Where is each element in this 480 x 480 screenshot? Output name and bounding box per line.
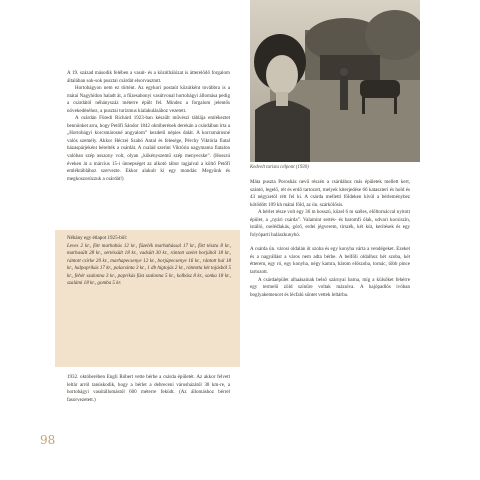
price-list-title: Néhány egy étlapot 1925-ből: (67, 235, 128, 241)
historical-photo (250, 0, 420, 162)
price-list-body: Leves 2 kr., fött marhahús 12 kr., füzelék marhahússal 17 kr., fött tészta 8 kr., marhasült 28 kr., sertéssült 18 kr., vadsült 30 kr., rántott szelet borjúhól 18 kr., rántott csirke 20 kr., marhapecsenye 12 kr., borjúpecsenye 16 kr., rántott hal 18 kr., halpaprikás 17 kr., palacsinta 3 kr., 1 db hígtojás 2 kr., rántotta két tojásból 5 kr., fehér szalonna 3 kr., paprikás füst szalonna 5 kr., kolbász 8 kr., sonka 18 kr., szalámi 18 kr., gomba 5 kr. (67, 242, 231, 287)
right-column (250, 179, 410, 299)
paragraph: A bérlet része volt egy 36 m hosszú, közel 6 m széles, előltornáccal nyitott épület, a „nyári csárda”. Valamint sertés- és baromfi ólak, udvari kocsiszín, istálló, cselédlakás, górő, erdei jégverem, tírszék, két kút, kerítések és egy folyóparti halászkunyhó. (250, 209, 410, 238)
paragraph: A csárdaépület alhaásainak belső szárnyai barna, míg a külsőket fehérre egy termelő zöld színűre voltak mázolva. A hajópadlós ivóban boglyakemencet és lécfalú söntet vettek leltárba. (250, 276, 410, 298)
paragraph: Máta puszta Porosház nevű részén a csárdához más épületek mellett kert, szántó, legelő, rét és erdő tartozott, melyek kiterjedése 66 kataszteri és hold és 43 négyzetöl rétt fel ki. A csárda melletti földeken kívül a bérleménybez kötődött 109 kh mátai föld, az ún. szárkölősis. (250, 179, 410, 208)
paragraph: A 19. század második felében a vasút- és a közúthálózat is átterelődő forgalom általában sok-sok pusztai csárdát elsorvasztott. (67, 70, 230, 84)
paragraph: A csárdán Füredi Richárd 1923-ban készült művészi táblája emlékeztet bennünket arra, hogy Petőfi Sándor 1842 októberének derekán a csárdában írta a „Hortobágyi korcsmárosné angyalom” kezdetű népies dalát. A korcsmárosné valós személy. Akkor Héczei Szabó Antal és felesége, Pérchy Viktória fiatal házaspárjeként bérelték a csárdát. A család szerint Viktória nagymama fiatalon valóban szép asszony volt, olyan „kökényszemű szép menyecske”. (Hosszú éveken át a március 15-i ünnepséget az alkotó tábor tagjaival a költő Petőfi emléktáblához szervezte. Ekkor alakult ki egy mondás: Megyünk és megkoszorúzzuk a csárdát!) (67, 115, 230, 182)
photo-caption: Kedvelt turista célpont (1930) (250, 165, 309, 170)
paragraph: Hortobágyon nem ez történt. Az egykori postaút közútként továbbra is a mátai Nagyhídon haladt át, a fűzesabonyi vasútvonal hortobágyi állomása pedig a csárdától néhányszáz méterre épült fel. Mindez a forgalom jelentős növekedéséhez, a pusztai turizmus kialakulásához vezetett. (67, 85, 230, 114)
left-column-after (67, 374, 230, 404)
price-list-box (55, 230, 240, 367)
paragraph: 1932. októberében Engli Róbert vette bérbe a csárda épületét. Az akkor felvett leltár arról tanúskodik, hogy a bérlet a debreceni városházától 38 km-re, a hortobágyi vasútállomástól 600 méterre feküdt. (Az állomáshoz bérrel fasorvezetett.) (67, 374, 230, 403)
paragraph: A csárda ún. városi oldalán öt szoba és egy konyha várta a vendégeket. Ezeket és a nagyállást a város nem adta bérbe. A belföli oldalhoz hét szoba, két étterem, egy ró, egy konyha, négy kamra, három előszoba, tornác, több pince tartozott. (250, 246, 410, 276)
page-number: 98 (40, 433, 56, 447)
